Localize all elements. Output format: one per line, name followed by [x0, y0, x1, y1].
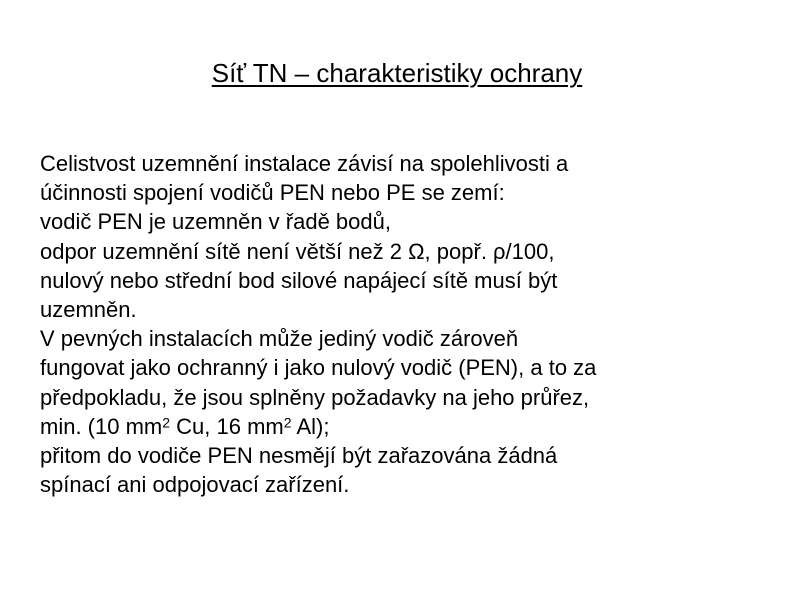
body-line: V pevných instalacích může jediný vodič zároveň [40, 326, 519, 352]
body-line: fungovat jako ochranný i jako nulový vodič (PEN), a to za [40, 355, 597, 381]
slide-title: Síť TN – charakteristiky ochrany [211, 58, 583, 88]
body-line: přitom do vodiče PEN nesmějí být zařazována žádná [40, 443, 558, 469]
body-line-cross-section [40, 412, 770, 441]
body-line: uzemněn. [40, 297, 137, 323]
cross-section-text: Cu, 16 mm [170, 413, 284, 439]
body-line: Celistvost uzemnění instalace závisí na spolehlivosti a [40, 151, 569, 176]
superscript: 2 [283, 414, 292, 431]
body-line: nulový nebo střední bod silové napájecí sítě musí být [40, 267, 558, 293]
body-line: předpokladu, že jsou splněny požadavky na jeho průřez, [40, 384, 590, 410]
slide-body [40, 149, 770, 499]
cross-section-text: min. (10 mm [40, 413, 163, 439]
superscript: 2 [162, 414, 171, 431]
body-line: účinnosti spojení vodičů PEN nebo PE se zemí: [40, 180, 505, 206]
cross-section-text: Al); [291, 413, 330, 439]
body-line: spínací ani odpojovací zařízení. [40, 472, 350, 498]
body-line: odpor uzemnění sítě není větší než 2 Ω, popř. ρ/100, [40, 238, 555, 264]
body-line: vodič PEN je uzemněn v řadě bodů, [40, 209, 391, 235]
